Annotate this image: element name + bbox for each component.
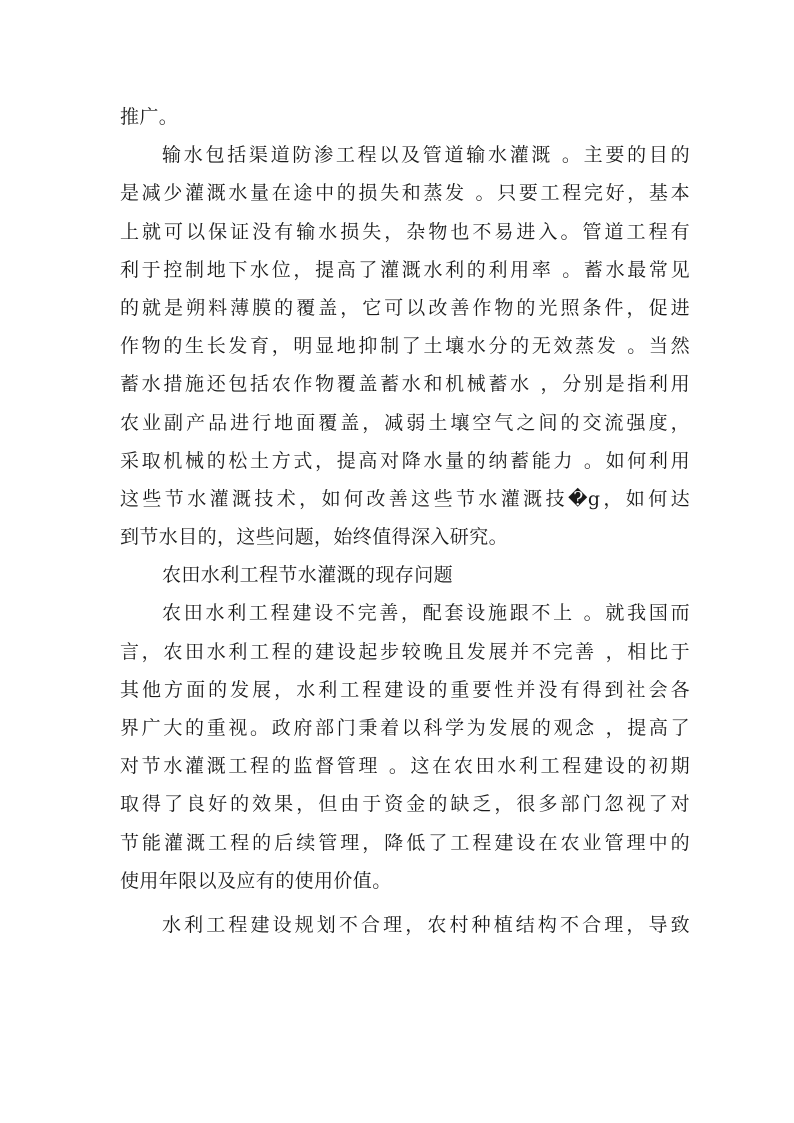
text-line: 到节水目的，这些问题，始终值得深入研究。 xyxy=(120,526,509,549)
text-line: 推广。 xyxy=(120,106,179,128)
text-line: 节能灌溉工程的后续管理，降低了工程建设在农业管理中的 xyxy=(120,831,690,854)
text-line: 是减少灌溉水量在途中的损失和蒸发 。只要工程完好，基本 xyxy=(120,182,690,205)
paragraph-start-line: 农田水利工程建设不完善，配套设施跟不上 。就我国而 xyxy=(162,602,690,625)
text-line: 这些节水灌溉技术，如何改善这些节水灌溉技�g，如何达 xyxy=(120,487,690,510)
text-line: 农业副产品进行地面覆盖，减弱土壤空气之间的交流强度， xyxy=(120,411,690,434)
text-line: 作物的生长发育，明显地抑制了土壤水分的无效蒸发 。当然 xyxy=(120,335,690,358)
section-heading: 农田水利工程节水灌溉的现存问题 xyxy=(162,564,454,587)
text-line: 界广大的重视。政府部门秉着以科学为发展的观念 ，提高了 xyxy=(120,717,690,739)
text-line: 使用年限以及应有的使用价值。 xyxy=(120,869,392,892)
text-line: 上就可以保证没有输水损失，杂物也不易进入。管道工程有 xyxy=(120,220,690,243)
text-line: 利于控制地下水位，提高了灌溉水利的利用率 。蓄水最常见 xyxy=(120,258,690,281)
text-line: 取得了良好的效果，但由于资金的缺乏，很多部门忽视了对 xyxy=(120,793,690,816)
text-line: 其他方面的发展，水利工程建设的重要性并没有得到社会各 xyxy=(120,678,690,701)
text-line: 蓄水措施还包括农作物覆盖蓄水和机械蓄水 ，分别是指利用 xyxy=(120,373,690,396)
text-line: 对节水灌溉工程的监督管理 。这在农田水利工程建设的初期 xyxy=(120,755,690,778)
paragraph-start-line: 水利工程建设规划不合理，农村种植结构不合理，导致 xyxy=(162,913,690,936)
paragraph-start-line: 输水包括渠道防渗工程以及管道输水灌溉 。主要的目的 xyxy=(162,144,690,167)
text-line: 的就是朔料薄膜的覆盖，它可以改善作物的光照条件，促进 xyxy=(120,296,690,319)
document-body xyxy=(120,98,690,944)
text-line: 采取机械的松土方式，提高对降水量的纳蓄能力 。如何利用 xyxy=(120,449,690,472)
text-line: 言，农田水利工程的建设起步较晚且发展并不完善 ，相比于 xyxy=(120,640,690,663)
